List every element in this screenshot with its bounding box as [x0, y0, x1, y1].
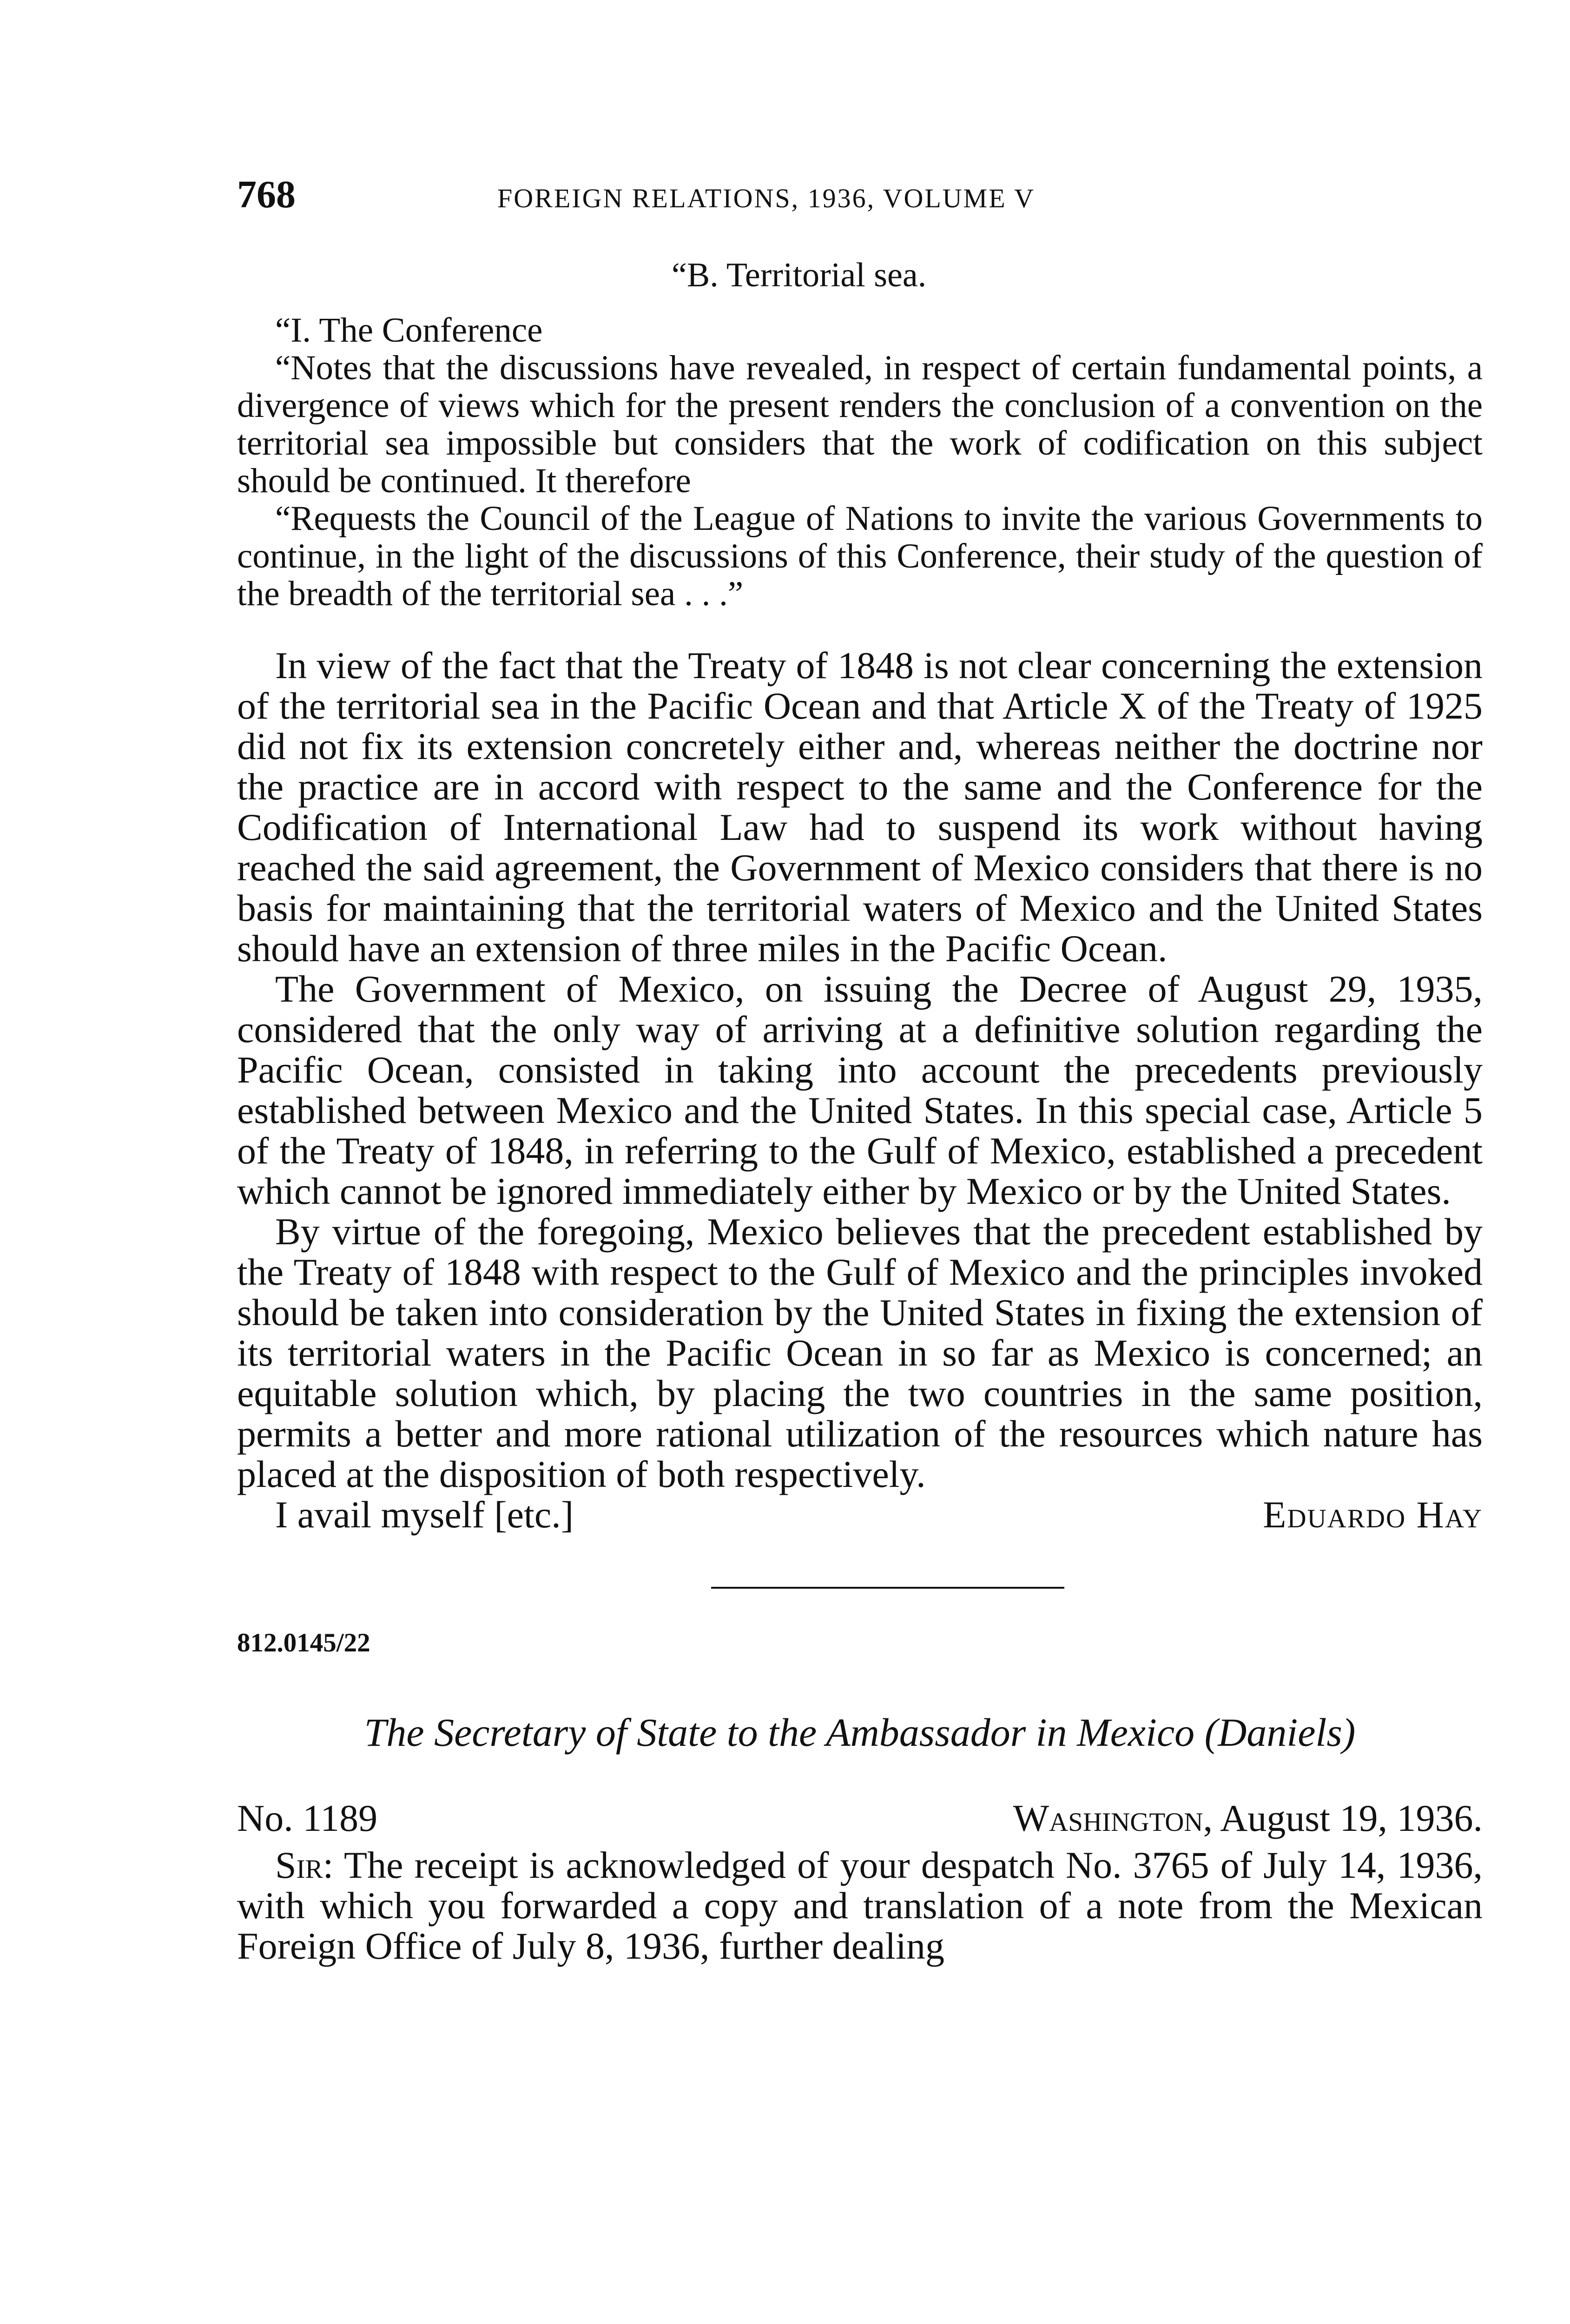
closing-text: I avail myself [etc.] [275, 1493, 574, 1536]
dateline [237, 1797, 1483, 1839]
page-header [237, 172, 1483, 237]
section-heading: “B. Territorial sea. [672, 256, 927, 294]
file-number: 812.0145/22 [237, 1628, 370, 1657]
place: Washington, [1013, 1797, 1213, 1839]
letter-text: The receipt is acknowledged of your despatch No. 3765 of July 14, 1936, with which you forwarded a copy and translation of a note from the Mexican Foreign Office of July 8, 1936, further dealing [237, 1844, 1483, 1967]
closing-line [237, 1494, 1483, 1535]
page-number: 768 [237, 173, 296, 216]
signature: Eduardo Hay [1263, 1493, 1483, 1536]
body-paragraph-1: In view of the fact that the Treaty of 1848 is not clear concerning the extension of the territorial sea in the Pacific Ocean and that Article X of the Treaty of 1925 did not fix its extension concretely either and, whereas neither the doctrine nor the practice are in accord with respect to the same and the Conference for the Codification of International Law had to suspend its work without having reached the said agreement, the Government of Mexico considers that there is no basis for maintaining that the territorial waters of Mexico and the United States should have an extension of three miles in the Pacific Ocean. [237, 644, 1483, 970]
body-paragraph-2: The Government of Mexico, on issuing the Decree of August 29, 1935, considered that the only way of arriving at a definitive solution regarding the Pacific Ocean, consisted in taking into account the precedents previously established between Mexico and the United States. In this special case, Article 5 of the Treaty of 1848, in referring to the Gulf of Mexico, established a precedent which cannot be ignored immediately either by Mexico or by the United States. [237, 968, 1483, 1212]
document-page [237, 172, 1483, 1966]
body-paragraph-3: By virtue of the foregoing, Mexico believes that the precedent established by the Treaty of 1848 with respect to the Gulf of Mexico and the principles invoked should be taken into consideration by the United States in fixing the extension of its territorial waters in the Pacific Ocean in so far as Mexico is concerned; an equitable solution which, by placing the two countries in the same position, permits a better and more rational utilization of the resources which nature has placed at the disposition of both respectively. [237, 1210, 1483, 1495]
item-heading: “I. The Conference [275, 311, 543, 350]
running-head: FOREIGN RELATIONS, 1936, VOLUME V [497, 183, 1035, 213]
date: August 19, 1936. [1220, 1797, 1483, 1839]
quoted-paragraph-1: “Notes that the discussions have revealed, in respect of certain fundamental points, a divergence of views which for the present renders the conclusion of a convention on the territorial sea impossible but considers that the work of codification on this subject should be continued. It therefore [237, 349, 1483, 500]
place-date [1013, 1797, 1483, 1839]
section-divider [711, 1587, 1064, 1589]
letter-body [237, 1845, 1483, 1966]
document-number: No. 1189 [237, 1797, 378, 1839]
quoted-paragraph-2: “Requests the Council of the League of Nations to invite the various Governments to continue, in the light of the discussions of this Conference, their study of the question of the breadth of the territorial sea . . .” [237, 499, 1483, 613]
document-title: The Secretary of State to the Ambassador in Mexico (Daniels) [364, 1710, 1356, 1755]
salutation: Sir: [275, 1844, 334, 1886]
